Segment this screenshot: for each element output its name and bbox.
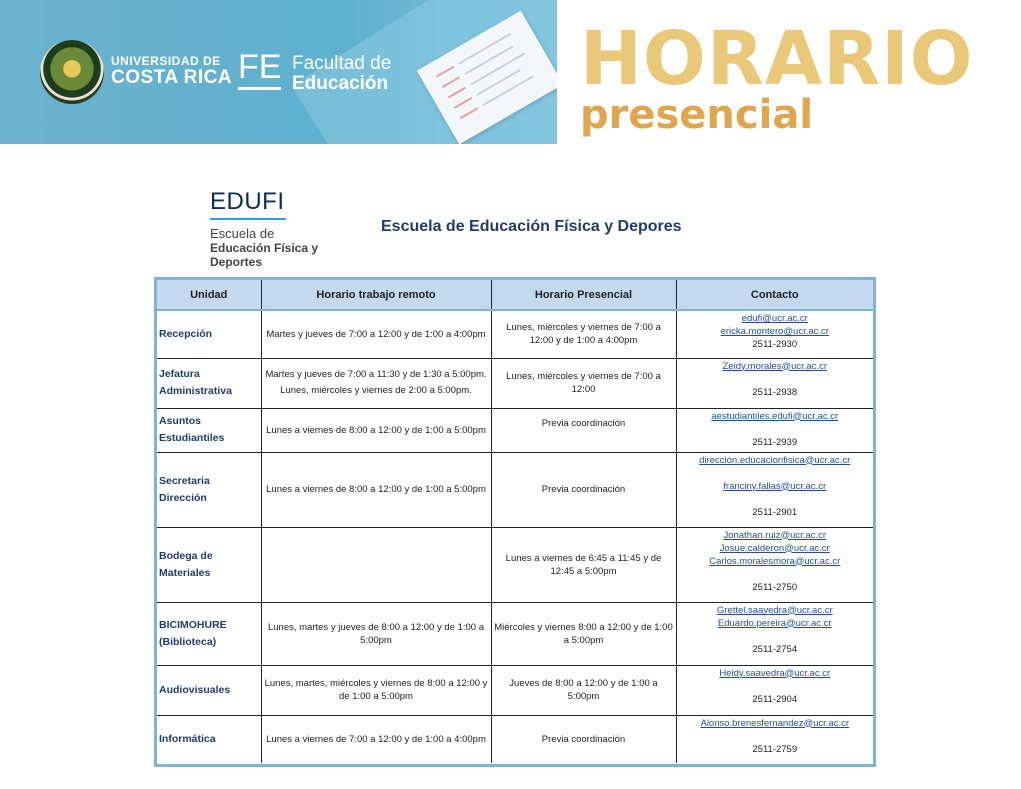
table-header-row	[157, 280, 873, 310]
presencial-cell: Previa coordinación	[491, 408, 676, 452]
email-link[interactable]: Alonso.brenesfernandez@ucr.ac.cr	[700, 717, 850, 729]
presencial-cell: Jueves de 8:00 a 12:00 y de 1:00 a 5:00pm	[491, 665, 676, 715]
ucr-logo-text	[111, 55, 232, 87]
edufi-line3: Deportes	[210, 255, 263, 269]
email-link[interactable]: Zeidy.morales@ucr.ac.cr	[722, 360, 827, 372]
header-contacto: Contacto	[676, 280, 873, 310]
remote-cell: Martes y jueves de 7:00 a 12:00 y de 1:00 a 4:00pm	[261, 310, 491, 358]
presencial-cell: Miércoles y viernes 8:00 a 12:00 y de 1:00 a 5:00pm	[491, 602, 676, 665]
table-row	[157, 602, 873, 665]
faculty-line2: Educación	[292, 72, 389, 94]
ucr-line2: COSTA RICA	[111, 67, 233, 88]
table-row	[157, 527, 873, 602]
unit-cell: Audiovisuales	[157, 665, 261, 715]
edufi-logo	[210, 190, 318, 269]
email-link[interactable]: Eduardo.pereira@ucr.ac.cr	[717, 617, 832, 629]
header-banner	[0, 0, 557, 144]
table-row	[157, 408, 873, 452]
contact-cell	[676, 527, 873, 602]
phone-number: 2511-2938	[752, 386, 798, 398]
table-row	[157, 665, 873, 715]
unit-cell: Secretaria Dirección	[157, 452, 261, 527]
remote-cell	[261, 527, 491, 602]
presencial-cell: Lunes a viernes de 6:45 a 11:45 y de 12:45 a 5:00pm	[491, 527, 676, 602]
table-row	[157, 358, 873, 408]
remote-cell: Lunes, martes, miércoles y viernes de 8:00 a 12:00 y de 1:00 a 5:00pm	[261, 665, 491, 715]
remote-line: Martes y jueves de 7:00 a 11:30 y de 1:30 a 5:00pm.	[265, 369, 487, 380]
phone-number: 2511-2904	[752, 693, 798, 705]
contact-cell	[676, 408, 873, 452]
ucr-seal-icon	[40, 40, 104, 104]
contact-cell	[676, 715, 873, 763]
remote-cell: Lunes, martes y jueves de 8:00 a 12:00 y de 1:00 a 5:00pm	[261, 602, 491, 665]
contact-cell	[676, 358, 873, 408]
header-remoto: Horario trabajo remoto	[261, 280, 491, 310]
table-row	[157, 310, 873, 358]
schedule-table	[154, 277, 876, 767]
phone-number: 2511-2930	[752, 339, 798, 350]
phone-number: 2511-2750	[752, 581, 798, 593]
table-row	[157, 715, 873, 763]
phone-number: 2511-2939	[752, 436, 798, 448]
edufi-line2: Educación Física y	[210, 241, 319, 255]
edufi-line1: Escuela de	[210, 226, 275, 241]
school-title: Escuela de Educación Física y Depores	[381, 218, 682, 235]
contact-cell	[676, 310, 873, 358]
fe-mark: FE	[238, 50, 281, 90]
presencial-cell: Lunes, miércoles y viernes de 7:00 a 12:00 y de 1:00 a 4:00pm	[491, 310, 676, 358]
unit-cell: Recepción	[157, 310, 261, 358]
unit-cell: Jefatura Administrativa	[157, 358, 261, 408]
phone-number: 2511-2759	[752, 743, 798, 755]
presencial-cell: Lunes, miércoles y viernes de 7:00 a 12:00	[491, 358, 676, 408]
edufi-name: EDUFI	[210, 188, 285, 215]
remote-line: Lunes, miércoles y viernes de 2:00 a 5:00pm.	[280, 385, 472, 396]
contact-cell	[676, 602, 873, 665]
email-link[interactable]: franciny.fallas@ucr.ac.cr	[723, 480, 827, 492]
presencial-cell: Previa coordinación	[491, 452, 676, 527]
email-link[interactable]: Jonathan.ruiz@ucr.ac.cr	[723, 529, 827, 541]
email-link[interactable]: ericka.montero@ucr.ac.cr	[720, 326, 829, 337]
page-subtitle: presencial	[580, 92, 814, 138]
email-link[interactable]: dirección.educacionfisica@ucr.ac.cr	[699, 454, 851, 466]
contact-cell	[676, 665, 873, 715]
email-link[interactable]: edufi@ucr.ac.cr	[741, 313, 808, 324]
unit-cell: BICIMOHURE (Biblioteca)	[157, 602, 261, 665]
email-link[interactable]: Grettel.saavedra@ucr.ac.cr	[716, 604, 833, 616]
contact-cell	[676, 452, 873, 527]
remote-cell: Lunes a viernes de 8:00 a 12:00 y de 1:00 a 5:00pm	[261, 452, 491, 527]
remote-cell: Lunes a viernes de 8:00 a 12:00 y de 1:00 a 5:00pm	[261, 408, 491, 452]
faculty-line1: Facultad de	[292, 53, 392, 74]
remote-cell: Lunes a viernes de 7:00 a 12:00 y de 1:00 a 4:00pm	[261, 715, 491, 763]
header-unidad: Unidad	[157, 280, 261, 310]
phone-number: 2511-2754	[752, 643, 798, 655]
email-link[interactable]: Josue.calderon@ucr.ac.cr	[719, 542, 830, 554]
email-link[interactable]: Carlos.moralesmora@ucr.ac.cr	[709, 555, 841, 567]
phone-number: 2511-2901	[752, 506, 798, 518]
table-row	[157, 452, 873, 527]
faculty-logo	[238, 48, 392, 94]
edufi-underline	[210, 218, 286, 220]
unit-cell: Asuntos Estudiantiles	[157, 408, 261, 452]
presencial-cell: Previa coordinación	[491, 715, 676, 763]
header-presencial: Horario Presencial	[491, 280, 676, 310]
remote-cell	[261, 358, 491, 408]
email-link[interactable]: aestudiantiles.edufi@ucr.ac.cr	[711, 410, 839, 422]
page-title: HORARIO	[580, 16, 974, 102]
ucr-line1: UNIVERSIDAD DE	[111, 54, 221, 68]
unit-cell: Bodega de Materiales	[157, 527, 261, 602]
email-link[interactable]: Heidy.saavedra@ucr.ac.cr	[719, 667, 831, 679]
unit-cell: Informática	[157, 715, 261, 763]
